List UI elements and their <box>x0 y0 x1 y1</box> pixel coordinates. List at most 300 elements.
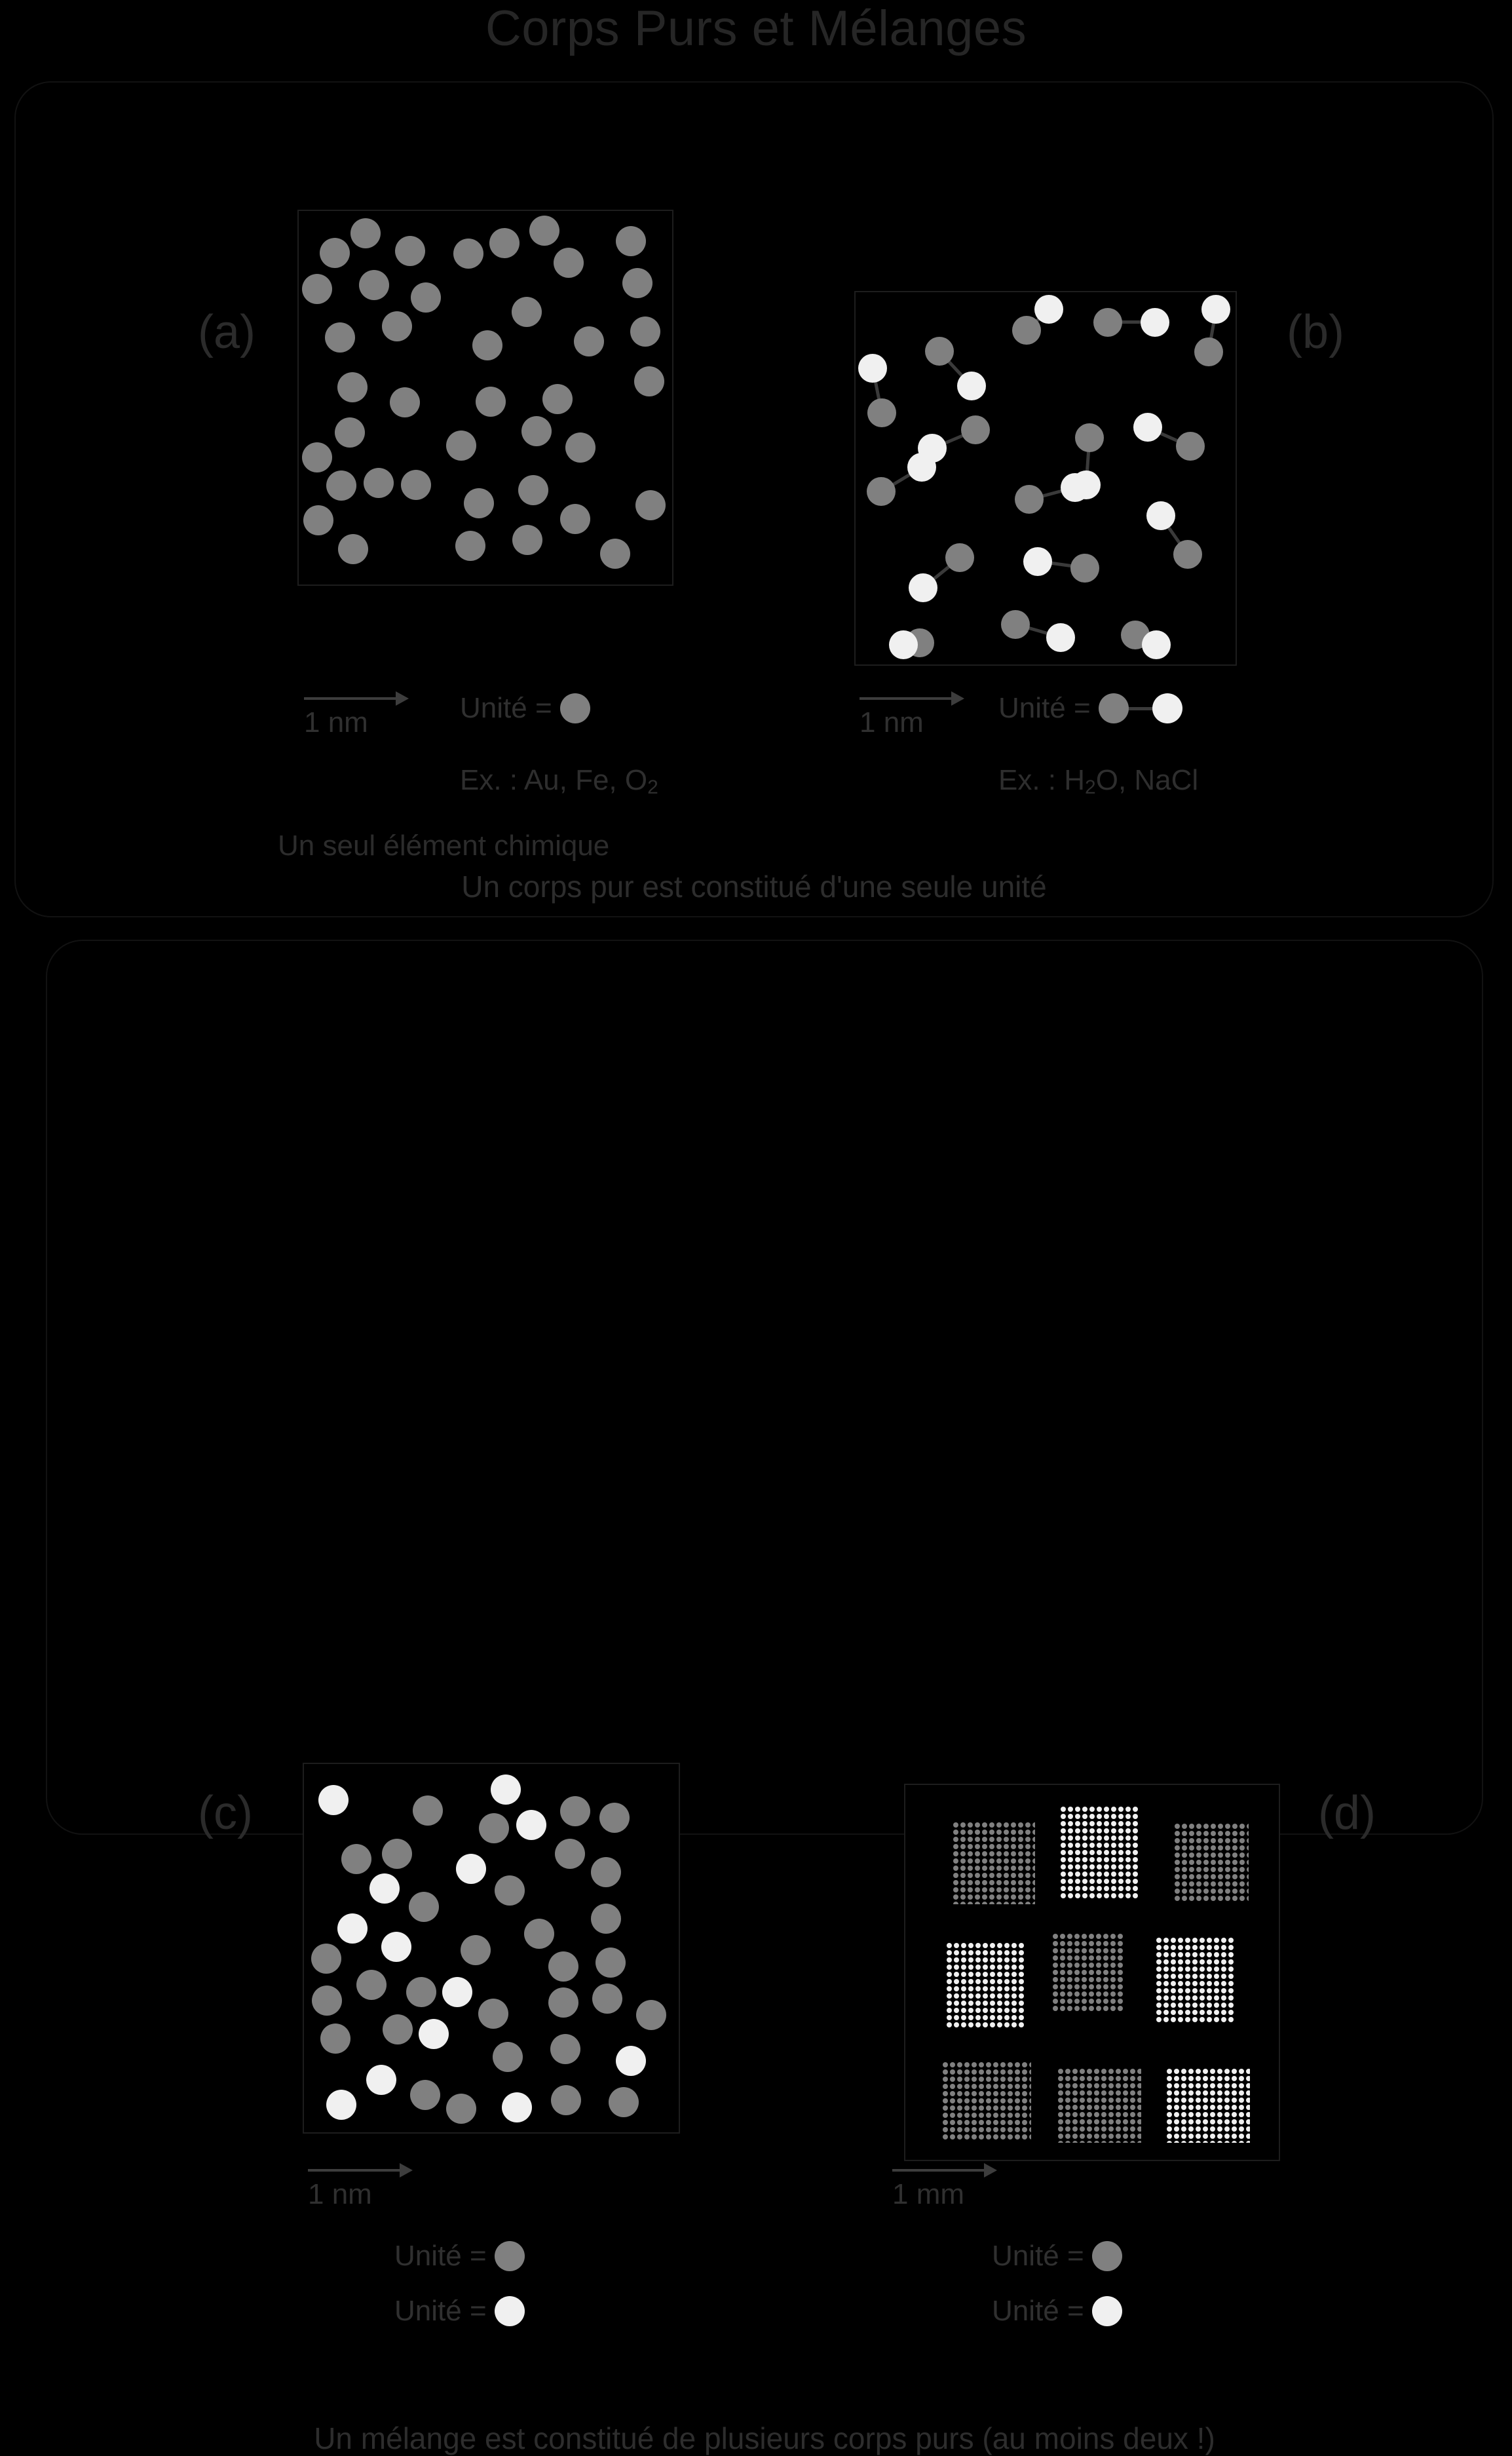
example-a <box>460 764 658 799</box>
atom-grey <box>1218 1860 1223 1865</box>
atom-grey <box>335 417 365 448</box>
atom-grey <box>986 2105 991 2111</box>
atom-white <box>1104 1871 1109 1877</box>
atom-white <box>1125 1850 1131 1855</box>
atom-white <box>1089 1871 1095 1877</box>
atom-grey <box>1232 1831 1238 1836</box>
atom-white <box>491 1775 521 1805</box>
atom-grey <box>1025 1830 1030 1835</box>
atom-grey <box>1247 1831 1249 1836</box>
atom-white <box>1246 2105 1250 2110</box>
atom-grey <box>1247 1867 1249 1872</box>
atom-white <box>1224 2098 1230 2103</box>
atom-grey <box>1058 2141 1063 2143</box>
atom-grey <box>1082 1977 1087 1982</box>
atom-grey <box>1074 1941 1080 1946</box>
atom-white <box>1188 2105 1194 2110</box>
atom-white <box>1185 1967 1190 1972</box>
atom-white <box>1210 2076 1215 2081</box>
legend-a-label: Unité = <box>460 692 552 724</box>
atom-white <box>1133 1857 1138 1862</box>
atom-grey <box>1060 1948 1065 1953</box>
atom-white <box>1239 2076 1244 2081</box>
atom-white <box>961 1943 966 1948</box>
atom-grey <box>968 1873 973 1878</box>
grey-atom-icon <box>560 693 590 723</box>
atom-white <box>1156 2003 1162 2008</box>
atom-grey <box>953 1887 958 1892</box>
atom-grey <box>1130 2098 1135 2103</box>
diagram-box-a <box>297 210 673 586</box>
atom-grey <box>311 1944 341 1974</box>
atom-grey <box>302 442 332 472</box>
atom-grey <box>972 2134 977 2139</box>
atom-white <box>961 2015 966 2020</box>
atom-grey <box>964 2105 970 2111</box>
atom-grey <box>1089 1941 1094 1946</box>
grain <box>1057 1803 1139 1900</box>
atom-white <box>1075 1821 1080 1826</box>
atom-white <box>1089 1857 1095 1862</box>
atom-grey <box>968 1880 973 1885</box>
atom-white <box>1167 2141 1172 2143</box>
atom-white <box>1019 2001 1024 2006</box>
atom-white <box>1214 2003 1219 2008</box>
atom-white <box>1174 2069 1179 2074</box>
atom-grey <box>993 2062 998 2067</box>
atom-white <box>1142 630 1171 659</box>
atom-grey <box>1022 2134 1027 2139</box>
atom-white <box>968 2015 973 2020</box>
atom-white <box>1207 1945 1212 1950</box>
atom-grey <box>1058 2098 1063 2103</box>
atom-grey <box>1011 1894 1016 1900</box>
atom-grey <box>1008 2113 1013 2118</box>
atom-white <box>1188 2126 1194 2132</box>
atom-grey <box>1032 1887 1035 1892</box>
atom-grey <box>493 2042 523 2072</box>
atom-grey <box>1103 1955 1108 1961</box>
atom-grey <box>1175 1881 1180 1887</box>
atom-white <box>1156 1988 1162 1993</box>
atom-white <box>1174 2141 1179 2143</box>
atom-white <box>1232 2098 1237 2103</box>
atom-white <box>1214 2017 1219 2022</box>
atom-white <box>1203 2105 1208 2110</box>
atom-grey <box>993 2069 998 2075</box>
atom-white <box>1185 1981 1190 1986</box>
atom-grey <box>1116 2069 1121 2074</box>
atom-white <box>1019 1972 1024 1977</box>
atom-grey <box>1232 1889 1238 1894</box>
atom-grey <box>1211 1867 1216 1872</box>
atom-grey <box>338 534 368 564</box>
atom-grey <box>972 2098 977 2103</box>
atom-grey <box>1110 1934 1116 1939</box>
atom-white <box>1200 1952 1205 1957</box>
atom-grey <box>1211 1874 1216 1879</box>
caption-melanges: Un mélange est constitué de plusieurs corps purs (au moins deux !) <box>314 2421 1215 2455</box>
atom-grey <box>1004 1822 1009 1828</box>
atom-white <box>1228 1945 1234 1950</box>
atom-grey <box>989 1837 994 1842</box>
atom-grey <box>1074 1970 1080 1975</box>
atom-white <box>1188 2083 1194 2088</box>
atom-grey <box>950 2134 955 2139</box>
atom-grey <box>943 2120 948 2125</box>
atom-white <box>983 2008 988 2013</box>
atom-grey <box>1074 1991 1080 1997</box>
atom-white <box>1207 1952 1212 1957</box>
atom-grey <box>1218 1831 1223 1836</box>
atom-grey <box>1211 1831 1216 1836</box>
atom-white <box>909 573 937 602</box>
legend-d-1 <box>992 2240 1122 2273</box>
atom-grey <box>1089 1955 1094 1961</box>
atom-white <box>968 1943 973 1948</box>
white-atom-icon <box>495 2296 525 2326</box>
atom-grey <box>960 1822 966 1828</box>
atom-white <box>1228 2017 1234 2022</box>
atom-white <box>1188 2141 1194 2143</box>
atom-grey <box>1118 1991 1123 1997</box>
atom-grey <box>989 1844 994 1849</box>
atom-white <box>1097 1828 1102 1833</box>
diagram-box-d <box>904 1784 1280 2161</box>
atom-white <box>1097 1850 1102 1855</box>
atom-grey <box>1232 1824 1238 1829</box>
atom-grey <box>1067 1955 1072 1961</box>
atom-white <box>954 1979 959 1984</box>
atom-grey <box>986 2120 991 2125</box>
grain <box>943 1940 1027 2030</box>
atom-white <box>1221 2010 1226 2015</box>
atom-grey <box>1067 1999 1072 2004</box>
atom-white <box>1097 1857 1102 1862</box>
atom-white <box>1200 1959 1205 1965</box>
atom-grey <box>1116 2090 1121 2096</box>
atom-grey <box>1189 1867 1194 1872</box>
atom-white <box>1125 1835 1131 1841</box>
atom-white <box>1207 1967 1212 1972</box>
atom-grey <box>1000 2091 1006 2096</box>
atom-grey <box>982 1887 987 1892</box>
atom-white <box>997 2015 1002 2020</box>
white-atom-icon <box>1092 2296 1122 2326</box>
atom-grey <box>1080 2134 1085 2139</box>
atom-white <box>1011 1972 1017 1977</box>
atom-grey <box>453 239 483 269</box>
atom-grey <box>1074 1948 1080 1953</box>
atom-grey <box>957 2091 962 2096</box>
scalebar-label: 1 mm <box>892 2178 964 2210</box>
atom-grey <box>1022 2098 1027 2103</box>
atom-grey <box>1053 1999 1058 2004</box>
atom-white <box>1192 2017 1198 2022</box>
atom-white <box>975 1943 981 1948</box>
atom-white <box>1075 1850 1080 1855</box>
atom-grey <box>1080 2098 1085 2103</box>
atom-grey <box>1089 2006 1094 2011</box>
atom-grey <box>1118 1963 1123 1968</box>
atom-white <box>1061 1828 1066 1833</box>
atom-white <box>947 1986 952 1991</box>
atom-white <box>1174 2098 1179 2103</box>
atom-grey <box>1060 1970 1065 1975</box>
atom-grey <box>972 2091 977 2096</box>
atom-white <box>1167 2126 1172 2132</box>
atom-white <box>1061 1857 1066 1862</box>
atom-white <box>1214 1938 1219 1943</box>
atom-white <box>1004 2022 1010 2027</box>
atom-white <box>1174 2126 1179 2132</box>
atom-white <box>1163 1967 1169 1972</box>
atom-grey <box>867 477 896 506</box>
example-b <box>998 764 1198 799</box>
atom-grey <box>943 2113 948 2118</box>
scalebar-arrow-icon <box>951 691 964 706</box>
atom-white <box>1004 1993 1010 1999</box>
atom-grey <box>1067 1963 1072 1968</box>
atom-white <box>1011 1957 1017 1963</box>
atom-grey <box>1018 1866 1023 1871</box>
atom-grey <box>1094 2098 1099 2103</box>
atom-grey <box>1074 2006 1080 2011</box>
atom-grey <box>1018 1830 1023 1835</box>
atom-grey <box>979 2134 984 2139</box>
atom-white <box>1075 1814 1080 1819</box>
atom-white <box>1097 1821 1102 1826</box>
atom-grey <box>1175 1831 1180 1836</box>
atom-grey <box>1058 2083 1063 2088</box>
atom-grey <box>591 1904 621 1934</box>
atom-grey <box>1110 1999 1116 2004</box>
atom-white <box>1224 2126 1230 2132</box>
atom-grey <box>986 2134 991 2139</box>
legend-a <box>460 692 590 725</box>
atom-grey <box>1101 2105 1106 2110</box>
page-title: Corps Purs et Mélanges <box>485 1 1027 56</box>
atom-white <box>1196 2105 1201 2110</box>
atom-white <box>1019 1957 1024 1963</box>
atom-white <box>1203 2069 1208 2074</box>
atom-grey <box>979 2084 984 2089</box>
atom-grey <box>1123 2141 1128 2143</box>
example-b-sub: 2 <box>1085 777 1096 798</box>
atom-grey <box>1011 1830 1016 1835</box>
atom-grey <box>1087 2083 1092 2088</box>
atom-grey <box>1094 2090 1099 2096</box>
atom-white <box>1185 2017 1190 2022</box>
atom-white <box>957 372 986 400</box>
atom-grey <box>1118 2006 1123 2011</box>
atom-grey <box>1011 1866 1016 1871</box>
atom-grey <box>960 1851 966 1856</box>
atom-white <box>1210 2141 1215 2143</box>
atom-white <box>1246 2083 1250 2088</box>
atom-grey <box>968 1902 973 1904</box>
atom-grey <box>964 2098 970 2103</box>
atom-grey <box>1096 1963 1101 1968</box>
atom-grey <box>390 387 420 417</box>
atom-grey <box>950 2091 955 2096</box>
atom-grey <box>993 2105 998 2111</box>
atom-grey <box>982 1837 987 1842</box>
atom-white <box>1097 1893 1102 1898</box>
atom-white <box>1224 2141 1230 2143</box>
atom-white <box>1214 1952 1219 1957</box>
atom-grey <box>1080 2076 1085 2081</box>
atom-grey <box>986 2062 991 2067</box>
scalebar-arrow-icon <box>396 691 409 706</box>
atom-grey <box>982 1858 987 1864</box>
atom-grey <box>1232 1852 1238 1858</box>
atom-grey <box>1018 1873 1023 1878</box>
atom-grey <box>961 415 990 444</box>
atom-grey <box>1137 2069 1141 2074</box>
atom-white <box>1097 1843 1102 1848</box>
atom-grey <box>1082 1963 1087 1968</box>
atom-grey <box>1123 2134 1128 2139</box>
atom-white <box>1181 2126 1186 2132</box>
atom-grey <box>592 1984 622 2014</box>
atom-white <box>1061 1814 1066 1819</box>
atom-white <box>947 1957 952 1963</box>
atom-white <box>1239 2098 1244 2103</box>
atom-white <box>1181 2098 1186 2103</box>
atom-grey <box>320 2024 350 2054</box>
atom-grey <box>1060 1934 1065 1939</box>
atom-grey <box>975 1873 980 1878</box>
atom-grey <box>1094 2076 1099 2081</box>
atom-white <box>1075 1864 1080 1870</box>
atom-white <box>1192 1938 1198 1943</box>
atom-grey <box>1094 2105 1099 2110</box>
atom-white <box>1089 1807 1095 1812</box>
atom-white <box>1200 1967 1205 1972</box>
atom-white <box>1011 1943 1017 1948</box>
atom-white <box>1217 2076 1222 2081</box>
atom-grey <box>1089 1999 1094 2004</box>
atom-white <box>1118 1828 1124 1833</box>
atom-white <box>1104 1857 1109 1862</box>
atom-grey <box>1072 2134 1078 2139</box>
atom-grey <box>1189 1845 1194 1851</box>
atom-white <box>1192 1967 1198 1972</box>
atom-white <box>1019 2015 1024 2020</box>
atom-grey <box>989 1858 994 1864</box>
atom-grey <box>1018 1851 1023 1856</box>
atom-grey <box>1074 1934 1080 1939</box>
atom-grey <box>989 1873 994 1878</box>
atom-white <box>1217 2105 1222 2110</box>
atom-white <box>1178 1981 1183 1986</box>
atom-grey <box>364 468 394 498</box>
atom-white <box>954 1993 959 1999</box>
atom-grey <box>953 1866 958 1871</box>
atom-white <box>1178 1967 1183 1972</box>
atom-grey <box>982 1830 987 1835</box>
atom-white <box>983 1957 988 1963</box>
atom-grey <box>957 2134 962 2139</box>
atom-white <box>337 1913 368 1944</box>
atom-grey <box>1247 1874 1249 1879</box>
note-a: Un seul élément chimique <box>278 830 610 862</box>
atom-grey <box>1032 1851 1035 1856</box>
atom-white <box>1111 1814 1116 1819</box>
atom-grey <box>1082 1984 1087 1989</box>
atom-grey <box>1089 1948 1094 1953</box>
atom-grey <box>943 2062 948 2067</box>
atom-grey <box>1203 1824 1209 1829</box>
atom-white <box>1061 1886 1066 1891</box>
atom-grey <box>1096 1970 1101 1975</box>
atom-grey <box>302 274 332 304</box>
atom-white <box>1214 1988 1219 1993</box>
atom-grey <box>1225 1845 1230 1851</box>
atom-white <box>1178 1974 1183 1979</box>
atom-grey <box>1182 1889 1187 1894</box>
atom-grey <box>1065 2141 1070 2143</box>
atom-grey <box>953 1837 958 1842</box>
atom-white <box>1104 1864 1109 1870</box>
atom-grey <box>943 2069 948 2075</box>
atom-white <box>1239 2069 1244 2074</box>
atom-grey <box>1110 2006 1116 2011</box>
atom-white <box>1163 1974 1169 1979</box>
atom-white <box>983 2001 988 2006</box>
atom-grey <box>406 1977 436 2007</box>
atom-white <box>961 1979 966 1984</box>
atom-grey <box>953 1880 958 1885</box>
atom-white <box>1185 1974 1190 1979</box>
atom-grey <box>1196 1867 1201 1872</box>
atom-grey <box>609 2087 639 2117</box>
atom-white <box>1196 2112 1201 2117</box>
atom-white <box>1214 1995 1219 2001</box>
atom-white <box>1061 473 1089 502</box>
atom-white <box>1174 2134 1179 2139</box>
atom-grey <box>1175 1824 1180 1829</box>
atom-grey <box>989 1902 994 1904</box>
atom-white <box>419 2019 449 2049</box>
atom-white <box>997 2008 1002 2013</box>
atom-white <box>1104 1850 1109 1855</box>
atom-white <box>1061 1864 1066 1870</box>
atom-grey <box>478 1999 508 2029</box>
atom-white <box>1192 2003 1198 2008</box>
atom-white <box>1097 1879 1102 1884</box>
atom-white <box>1224 2076 1230 2081</box>
atom-white <box>1232 2119 1237 2124</box>
atom-grey <box>1096 1948 1101 1953</box>
atom-grey <box>1225 1881 1230 1887</box>
atom-white <box>954 1950 959 1955</box>
atom-white <box>1011 1986 1017 1991</box>
atom-grey <box>1225 1896 1230 1901</box>
atom-white <box>1246 2112 1250 2117</box>
atom-white <box>1185 1952 1190 1957</box>
atom-grey <box>1232 1881 1238 1887</box>
atom-white <box>1111 1886 1116 1891</box>
atom-grey <box>1082 1948 1087 1953</box>
atom-grey <box>1225 1874 1230 1879</box>
atom-white <box>1075 1857 1080 1862</box>
atom-white <box>1118 1814 1124 1819</box>
atom-white <box>1174 2112 1179 2117</box>
atom-white <box>1178 2003 1183 2008</box>
atom-white <box>1082 1835 1087 1841</box>
